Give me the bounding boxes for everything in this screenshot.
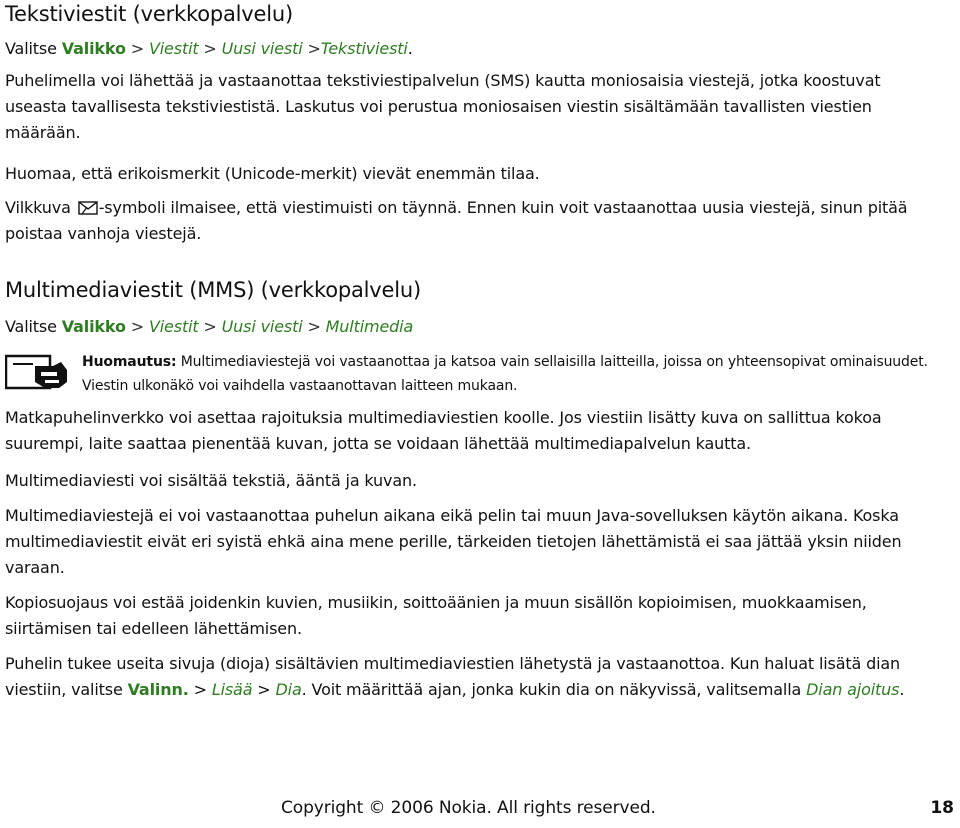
mms-section-title: Multimediaviestit (MMS) (verkkopalvelu) [5, 278, 421, 302]
sms-paragraph-3: Vilkkuva -symboli ilmaisee, että viestimuisti on täynnä. Ennen kuin voit vastaanottaa uusia viestejä, sinun pitää poistaa vanhoja viestejä. [5, 198, 908, 243]
page-number: 18 [930, 798, 954, 818]
note-box [5, 350, 940, 400]
menu-item-tekstiviesti: Tekstiviesti [320, 39, 408, 58]
mms-paragraph-4: Kopiosuojaus voi estää joidenkin kuvien, musiikin, soittoäänien ja muun sisällön kopioimisen, muokkaamisen, siirtämisen tai edelleen lähettämisen. [5, 593, 867, 638]
note-label: Huomautus: [82, 354, 177, 370]
mms-paragraph-1: Matkapuhelinverkko voi asettaa rajoituksia multimediaviestien koolle. Jos viestiin lisätty kuva on sallittua kokoa suurempi, laite saattaa pienentää kuvan, jotta se voidaan lähettää multimediapalvelun kautta. [5, 408, 882, 453]
envelope-full-icon [78, 201, 98, 215]
sms-paragraph-1: Puhelimella voi lähettää ja vastaanottaa tekstiviestipalvelun (SMS) kautta moniosaisia viestejä, jotka koostuvat useasta tavallisesta tekstiviestistä. Laskutus voi perustua moniosaisen viestin sisältämään tavallisten viestien määrään. [5, 71, 881, 142]
menu-link-valinn: Valinn. [127, 680, 189, 699]
menu-item-dia: Dia [275, 680, 302, 699]
note-hand-icon [5, 352, 69, 392]
menu-item-uusi-viesti: Uusi viesti [221, 317, 303, 336]
menu-item-lisaa: Lisää [211, 680, 253, 699]
copyright-footer: Copyright © 2006 Nokia. All rights reserved. [281, 798, 656, 818]
mms-navigation-path: Valitse Valikko > Viestit > Uusi viesti > Multimedia [5, 317, 414, 336]
menu-link-valikko: Valikko [61, 317, 126, 336]
menu-item-dian-ajoitus: Dian ajoitus [806, 680, 900, 699]
mms-paragraph-2: Multimediaviesti voi sisältää tekstiä, ääntä ja kuvan. [5, 471, 417, 490]
menu-link-valikko: Valikko [61, 39, 126, 58]
menu-item-viestit: Viestit [148, 39, 199, 58]
note-text: Huomautus: Multimediaviestejä voi vastaanottaa ja katsoa vain sellaisilla laitteilla, joissa on yhteensopivat ominaisuudet. Viestin ulkonäkö voi vaihdella vastaanottavan laitteen mukaan. [82, 354, 928, 394]
menu-item-multimedia: Multimedia [325, 317, 414, 336]
mms-paragraph-5: Puhelin tukee useita sivuja (dioja) sisältävien multimediaviestien lähetystä ja vastaanottoa. Kun haluat lisätä dian viestiin, valitse Valinn. > Lisää > Dia. Voit määrittää ajan, jonka kukin dia on näkyvissä, valitsemalla Dian ajoitus. [5, 654, 905, 699]
menu-item-viestit: Viestit [148, 317, 199, 336]
sms-section-title: Tekstiviestit (verkkopalvelu) [5, 2, 293, 26]
sms-navigation-path: Valitse Valikko > Viestit > Uusi viesti >Tekstiviesti. [5, 39, 413, 58]
menu-item-uusi-viesti: Uusi viesti [221, 39, 303, 58]
sms-paragraph-2: Huomaa, että erikoismerkit (Unicode-merkit) vievät enemmän tilaa. [5, 164, 540, 183]
mms-paragraph-3: Multimediaviestejä ei voi vastaanottaa puhelun aikana eikä pelin tai muun Java-sovelluksen käytön aikana. Koska multimediaviestit eivät eri syistä ehkä aina mene perille, tärkeiden tietojen lähettämistä ei saa jättää yksin niiden varaan. [5, 506, 902, 577]
